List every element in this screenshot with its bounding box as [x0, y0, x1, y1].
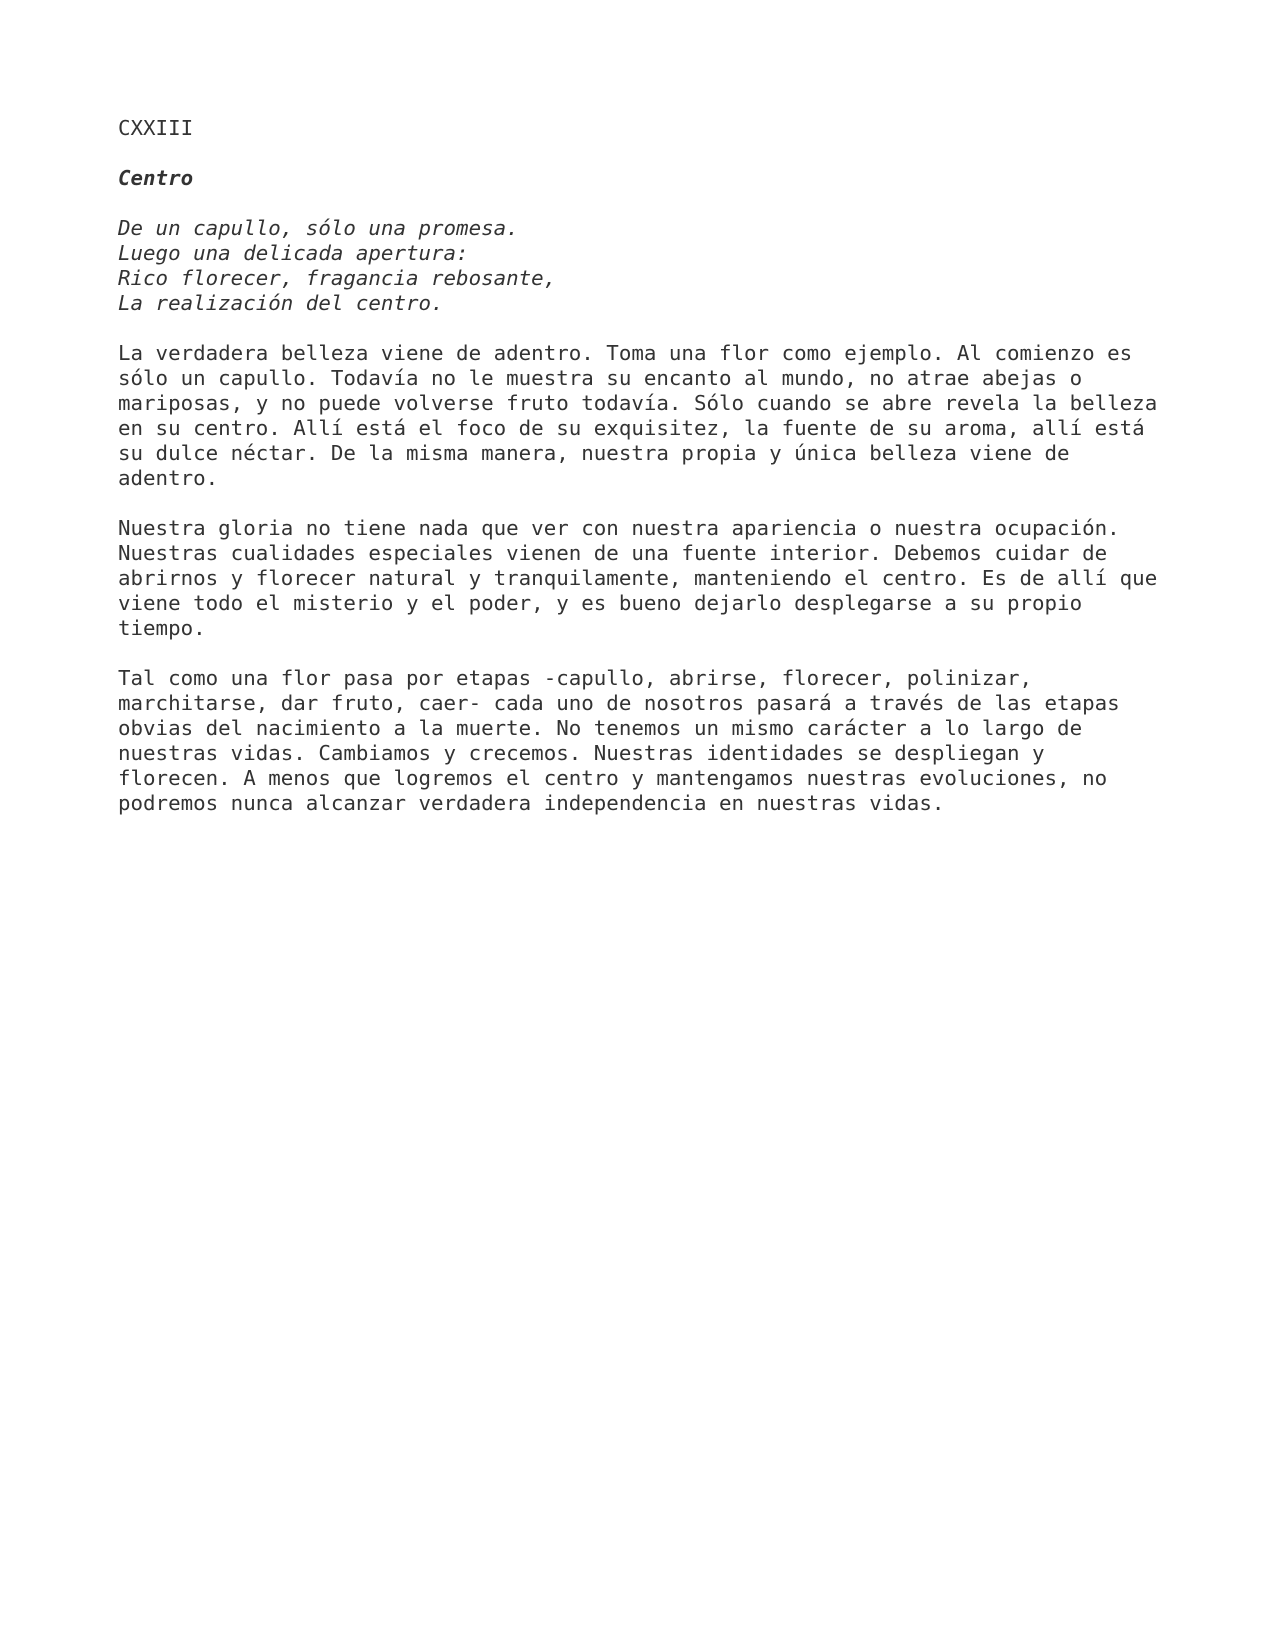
- verse-line: La realización del centro.: [118, 291, 444, 315]
- verse-line: De un capullo, sólo una promesa.: [118, 216, 519, 240]
- paragraph-line: abrirnos y florecer natural y tranquilamente, manteniendo el centro. Es de allí que: [118, 566, 1158, 590]
- paragraph-line: Nuestras cualidades especiales vienen de una fuente interior. Debemos cuidar de: [118, 541, 1108, 565]
- verse-line: Luego una delicada apertura:: [118, 241, 469, 265]
- paragraph-line: en su centro. Allí está el foco de su exquisitez, la fuente de su aroma, allí está: [118, 416, 1145, 440]
- verse-block: [118, 216, 1178, 316]
- paragraph-line: Nuestra gloria no tiene nada que ver con nuestra apariencia o nuestra ocupación.: [118, 516, 1120, 540]
- paragraph-line: sólo un capullo. Todavía no le muestra su encanto al mundo, no atrae abejas o: [118, 366, 1083, 390]
- paragraph-line: Tal como una flor pasa por etapas -capullo, abrirse, florecer, polinizar,: [118, 666, 1033, 690]
- paragraph-1: [118, 341, 1178, 491]
- paragraph-line: viene todo el misterio y el poder, y es bueno dejarlo desplegarse a su propio: [118, 591, 1083, 615]
- verse-line: Rico florecer, fragancia rebosante,: [118, 266, 557, 290]
- paragraph-line: tiempo.: [118, 616, 206, 640]
- paragraph-line: marchitarse, dar fruto, caer- cada uno de nosotros pasará a través de las etapas: [118, 691, 1120, 715]
- paragraph-line: florecen. A menos que logremos el centro y mantengamos nuestras evoluciones, no: [118, 766, 1108, 790]
- paragraph-line: adentro.: [118, 466, 219, 490]
- chapter-numeral: CXXIII: [118, 116, 194, 140]
- paragraph-line: mariposas, y no puede volverse fruto todavía. Sólo cuando se abre revela la belleza: [118, 391, 1158, 415]
- paragraph-2: [118, 516, 1178, 641]
- document-page: [118, 116, 1178, 841]
- paragraph-line: La verdadera belleza viene de adentro. Toma una flor como ejemplo. Al comienzo es: [118, 341, 1133, 365]
- paragraph-3: [118, 666, 1178, 816]
- paragraph-line: nuestras vidas. Cambiamos y crecemos. Nuestras identidades se despliegan y: [118, 741, 1045, 765]
- paragraph-line: podremos nunca alcanzar verdadera independencia en nuestras vidas.: [118, 791, 945, 815]
- paragraph-line: obvias del nacimiento a la muerte. No tenemos un mismo carácter a lo largo de: [118, 716, 1083, 740]
- paragraph-line: su dulce néctar. De la misma manera, nuestra propia y única belleza viene de: [118, 441, 1070, 465]
- chapter-title: Centro: [118, 166, 194, 190]
